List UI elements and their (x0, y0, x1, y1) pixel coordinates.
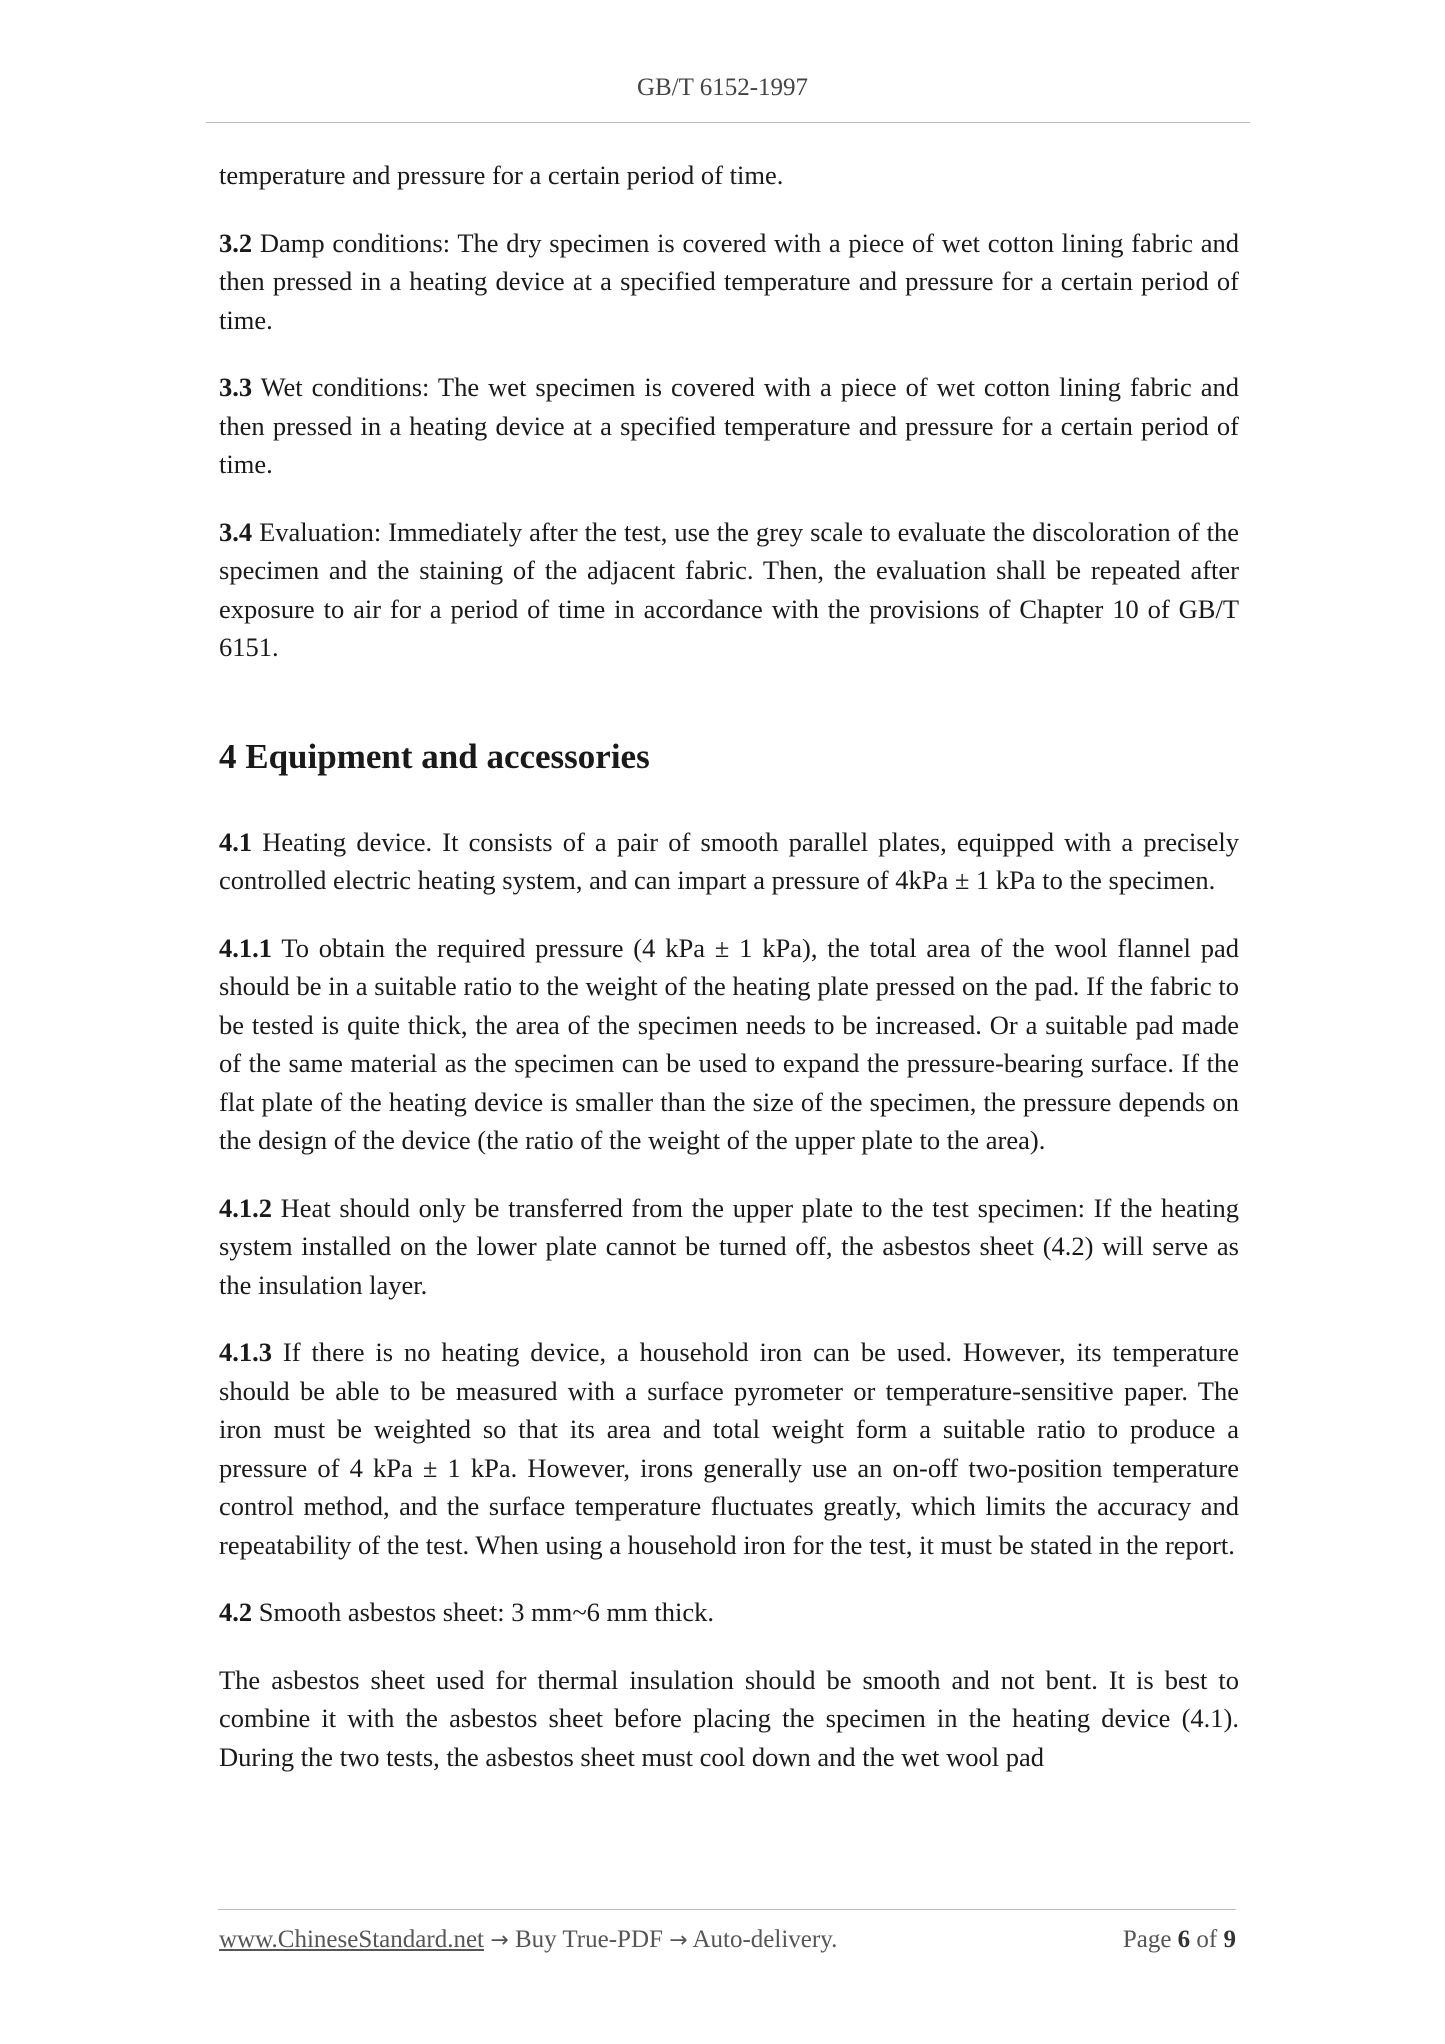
clause-text: Evaluation: Immediately after the test, use the grey scale to evaluate the discoloration of the specimen and the staining of the adjacent fabric. Then, the evaluation shall be repeated after exposure to air for a period of time in accordance with the provisions of Chapter 10 of GB/T 6151. (219, 516, 1239, 662)
clause-number: 3.4 (219, 516, 253, 547)
paragraph (219, 823, 1239, 900)
document-header (0, 74, 1445, 102)
section-heading: 4 Equipment and accessories (219, 736, 650, 776)
clause-4-block (219, 823, 1239, 1777)
standard-code: GB/T 6152-1997 (636, 74, 809, 101)
page-indicator (1123, 1926, 1236, 1954)
paragraph (219, 1593, 1239, 1632)
paragraph (219, 368, 1239, 484)
clause-number: 4.2 (219, 1597, 253, 1627)
page-label: Page (1122, 1926, 1172, 1953)
clause-text: Smooth asbestos sheet: 3 mm~6 mm thick. (252, 1597, 714, 1627)
page-content (219, 156, 1239, 1805)
clause-text: Wet conditions: The wet specimen is covered with a piece of wet cotton lining fabric and then pressed in a heating device at a specified temperature and pressure for a certain period of time. (219, 372, 1239, 479)
paragraph (219, 1189, 1239, 1305)
auto-delivery-text: Auto-delivery. (692, 1926, 838, 1953)
paragraph (219, 929, 1239, 1160)
clause-text: temperature and pressure for a certain period of time. (219, 160, 784, 190)
clause-text: Damp conditions: The dry specimen is covered with a piece of wet cotton lining fabric and then pressed in a heating device at a specified temperature and pressure for a certain period of time. (219, 227, 1239, 335)
paragraph (219, 156, 1239, 195)
buy-pdf-text: Buy True-PDF (514, 1926, 663, 1953)
paragraph (219, 224, 1239, 340)
page-of: of (1196, 1926, 1218, 1953)
clause-3-block (219, 156, 1239, 667)
clause-text: To obtain the required pressure (4 kPa ± 1 kPa), the total area of the wool flannel pad should be in a suitable ratio to the weight of the heating plate pressed on the pad. If the fabric to be tested is quite thick, the area of the specimen needs to be increased. Or a suitable pad made of the same material as the specimen can be used to expand the pressure-bearing surface. If the flat plate of the heating device is smaller than the size of the specimen, the pressure depends on the design of the device (the ratio of the weight of the upper plate to the area). (219, 932, 1239, 1155)
page-total: 9 (1223, 1926, 1236, 1953)
arrow-right-icon: → (490, 1928, 509, 1953)
clause-number: 3.2 (219, 227, 253, 258)
clause-number: 3.3 (219, 372, 253, 402)
document-footer (219, 1926, 1236, 1954)
clause-number: 4.1.3 (219, 1337, 272, 1367)
website-link[interactable]: www.ChineseStandard.net (219, 1926, 484, 1953)
clause-number: 4.1.2 (219, 1192, 272, 1223)
clause-text: Heat should only be transferred from the upper plate to the test specimen: If the heating system installed on the lower plate cannot be turned off, the asbestos sheet (4.2) will serve as the insulation layer. (219, 1192, 1239, 1300)
clause-text: The asbestos sheet used for thermal insulation should be smooth and not bent. It is best to combine it with the asbestos sheet before placing the specimen in the heating device (4.1). During the two tests, the asbestos sheet must cool down and the wet wool pad (219, 1664, 1239, 1772)
clause-number: 4.1.1 (219, 932, 272, 963)
clause-text: Heating device. It consists of a pair of smooth parallel plates, equipped with a precisely controlled electric heating system, and can impart a pressure of 4kPa ± 1 kPa to the specimen. (219, 826, 1239, 895)
paragraph (219, 1661, 1239, 1777)
paragraph (219, 513, 1239, 667)
header-divider (206, 122, 1250, 123)
paragraph (219, 1333, 1239, 1564)
clause-number: 4.1 (219, 826, 253, 857)
arrow-right-icon: → (669, 1928, 688, 1953)
page-current: 6 (1177, 1926, 1191, 1953)
footer-left (219, 1926, 837, 1954)
footer-divider (218, 1909, 1236, 1910)
clause-text: If there is no heating device, a household iron can be used. However, its temperature should be able to be measured with a surface pyrometer or temperature-sensitive paper. The iron must be weighted so that its area and total weight form a suitable ratio to produce a pressure of 4 kPa ± 1 kPa. However, irons generally use an on-off two-position temperature control method, and the surface temperature fluctuates greatly, which limits the accuracy and repeatability of the test. When using a household iron for the test, it must be stated in the report. (219, 1337, 1239, 1560)
